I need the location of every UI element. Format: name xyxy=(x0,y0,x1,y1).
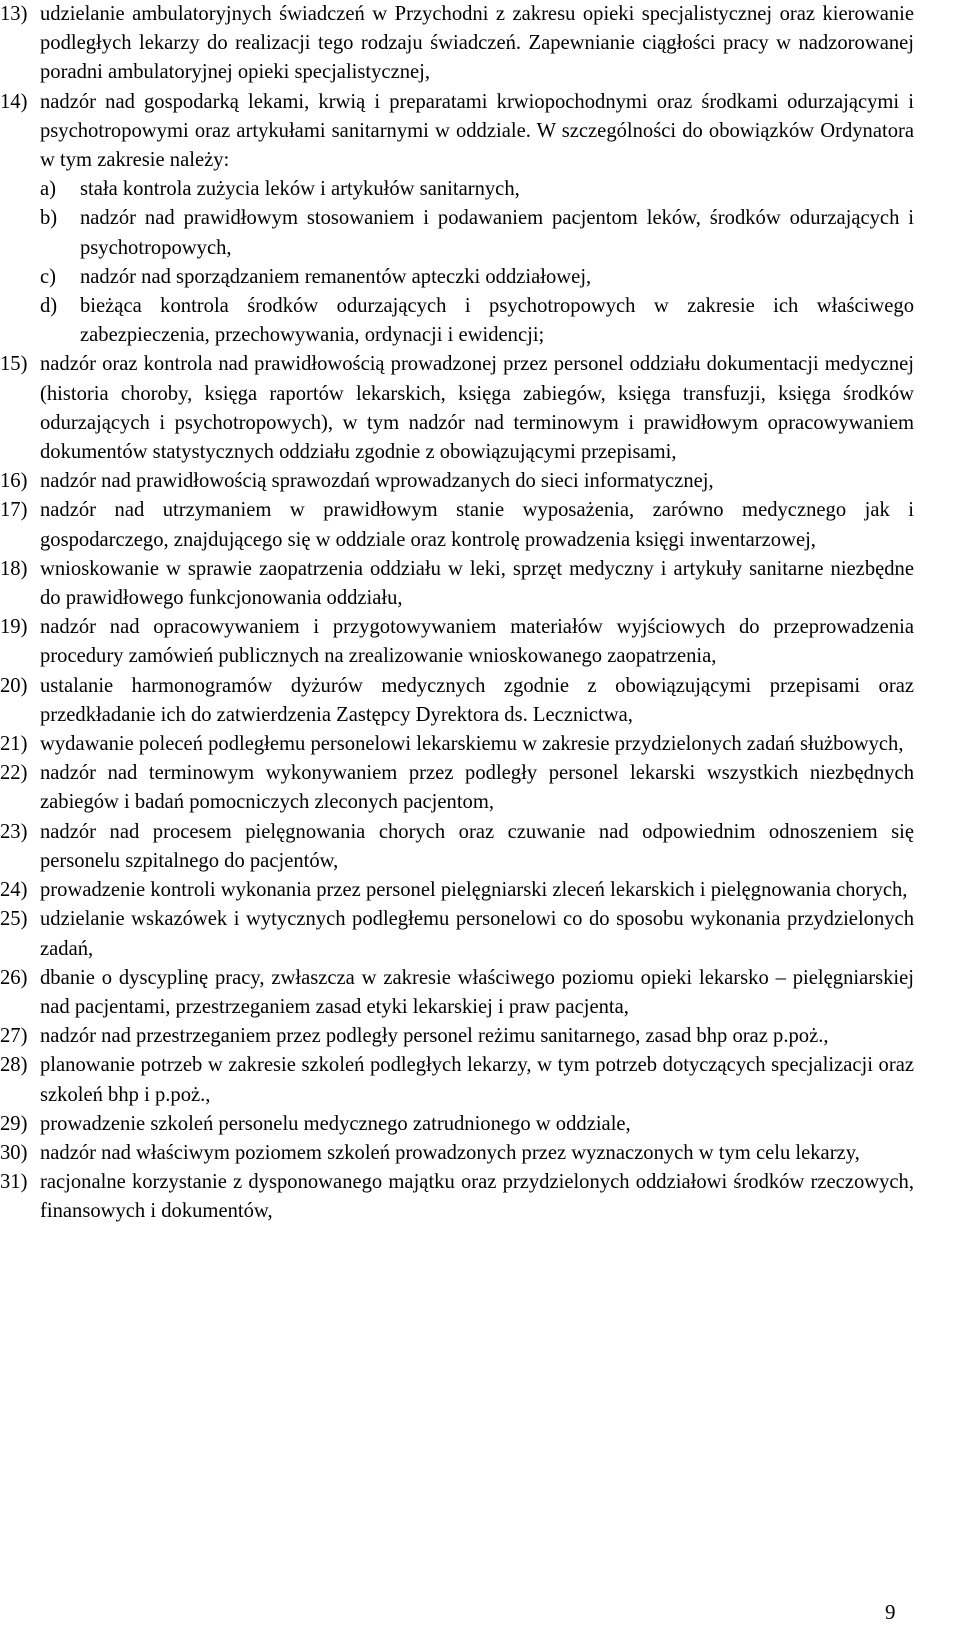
list-item-number: 22) xyxy=(0,762,28,785)
list-item xyxy=(0,759,914,817)
list-item-number: 30) xyxy=(0,1141,28,1164)
list-item-number: a) xyxy=(40,178,56,201)
list-item-number: d) xyxy=(40,295,58,318)
list-item-number: 13) xyxy=(0,3,28,25)
list-item-number: 31) xyxy=(0,1171,28,1194)
list-item-text: prowadzenie szkoleń personelu medycznego zatrudnionego w oddziale, xyxy=(40,1112,631,1135)
list-item-number: 15) xyxy=(0,353,28,376)
list-item-text: udzielanie ambulatoryjnych świadczeń w Przychodni z zakresu opieki specjalistycznej oraz kierowanie podległych lekarzy do realizacji tego rodzaju świadczeń. Zapewnianie ciągłości pracy w nadzorowanej poradni ambulatoryjnej opieki specjalistycznej, xyxy=(40,3,914,84)
list-subitem xyxy=(40,263,914,292)
list-item-text: prowadzenie kontroli wykonania przez personel pielęgniarski zleceń lekarskich i pielęgnowania chorych, xyxy=(40,879,908,902)
list-item-text: nadzór nad przestrzeganiem przez podległy personel reżimu sanitarnego, zasad bhp oraz p.poż., xyxy=(40,1025,829,1048)
list-item-number: 20) xyxy=(0,674,28,697)
list-subitem xyxy=(40,175,914,204)
list-item-text: nadzór nad utrzymaniem w prawidłowym stanie wyposażenia, zarówno medycznego jak i gospodarczego, znajdującego się w oddziale oraz kontrolę prowadzenia księgi inwentarzowej, xyxy=(40,499,914,551)
list-item-text: nadzór nad procesem pielęgnowania chorych oraz czuwanie nad odpowiednim odnoszeniem się personelu szpitalnego do pacjentów, xyxy=(40,820,914,872)
page-number: 9 xyxy=(885,1600,896,1624)
list-item-text: wnioskowanie w sprawie zaopatrzenia oddziału w leki, sprzęt medyczny i artykuły sanitarne niezbędne do prawidłowego funkcjonowania oddziału, xyxy=(40,557,914,610)
list-item xyxy=(0,672,914,730)
list-subitem xyxy=(40,292,914,350)
list-item xyxy=(0,1168,914,1226)
list-item-number: 18) xyxy=(0,557,28,580)
list-item-text: ustalanie harmonogramów dyżurów medycznych zgodnie z obowiązującymi przepisami oraz przedkładanie ich do zatwierdzenia Zastępcy Dyrektora ds. Lecznictwa, xyxy=(40,674,914,726)
list-item-number: 29) xyxy=(0,1112,28,1135)
list-item-text: nadzór nad prawidłowym stosowaniem i podawaniem pacjentom leków, środków odurzających i psychotropowych, xyxy=(80,207,914,259)
list-item-number: 24) xyxy=(0,879,28,902)
list-item xyxy=(0,467,914,496)
list-item-number: 26) xyxy=(0,966,28,989)
list-item-text: udzielanie wskazówek i wytycznych podległemu personelowi co do sposobu wykonania przydzielonych zadań, xyxy=(40,908,914,960)
list-item-text: nadzór nad terminowym wykonywaniem przez podległy personel lekarski wszystkich niezbędnych zabiegów i badań pomocniczych zleconych pacjentom, xyxy=(40,762,914,814)
list-item xyxy=(0,1022,914,1051)
list-item-number: 14) xyxy=(0,90,28,113)
list-item-number: 17) xyxy=(0,499,28,522)
list-item-text: racjonalne korzystanie z dysponowanego majątku oraz przydzielonych oddziałowi środków rzeczowych, finansowych i dokumentów, xyxy=(40,1171,914,1223)
list-item-text: bieżąca kontrola środków odurzających i psychotropowych w zakresie ich właściwego zabezpieczenia, przechowywania, ordynacji i ewidencji; xyxy=(80,295,914,347)
list-item-text: nadzór nad właściwym poziomem szkoleń prowadzonych przez wyznaczonych w tym celu lekarzy, xyxy=(40,1141,860,1164)
list-item-number: 28) xyxy=(0,1054,28,1077)
list-item-number: b) xyxy=(40,207,58,230)
list-item xyxy=(0,350,914,467)
list-item-text: dbanie o dyscyplinę pracy, zwłaszcza w zakresie właściwego poziomu opieki lekarsko – pielęgniarskiej nad pacjentami, przestrzeganiem zasad etyki lekarskiej i praw pacjenta, xyxy=(40,966,914,1018)
list-item-number: 21) xyxy=(0,733,28,756)
list-item-text: wydawanie poleceń podległemu personelowi lekarskiemu w zakresie przydzielonych zadań służbowych, xyxy=(40,733,904,756)
list-item xyxy=(0,496,914,554)
list-item xyxy=(0,818,914,876)
list-item xyxy=(0,88,914,176)
list-item xyxy=(0,613,914,671)
list-item-number: 25) xyxy=(0,908,28,931)
list-item xyxy=(0,730,914,759)
list-item-number: 19) xyxy=(0,616,28,639)
list-item-number: 27) xyxy=(0,1025,28,1048)
list-item-text: nadzór nad gospodarką lekami, krwią i preparatami krwiopochodnymi oraz środkami odurzającymi i psychotropowymi oraz artykułami sanitarnymi w oddziale. W szczególności do obowiązków Ordynatora w tym zakresie należy: xyxy=(40,90,914,172)
list-item xyxy=(0,876,914,905)
list-item-text: nadzór oraz kontrola nad prawidłowością prowadzonej przez personel oddziału dokumentacji medycznej (historia choroby, księga raportów lekarskich, księga zabiegów, księga transfuzji, księga środków odurzających i psychotropowych), w tym nadzór nad terminowym i prawidłowym opracowywaniem dokumentów statystycznych oddziału zgodnie z obowiązującymi przepisami, xyxy=(40,353,914,464)
list-item-number: c) xyxy=(40,265,56,288)
list-item-text: nadzór nad opracowywaniem i przygotowywaniem materiałów wyjściowych do przeprowadzenia procedury zamówień publicznych na zrealizowanie wnioskowanego zaopatrzenia, xyxy=(40,616,914,668)
list-item xyxy=(0,1110,914,1139)
list-item xyxy=(0,905,914,963)
list-item xyxy=(0,555,914,613)
list-item-number: 23) xyxy=(0,820,28,843)
list-item-text: stała kontrola zużycia leków i artykułów sanitarnych, xyxy=(80,178,520,201)
list-item xyxy=(0,964,914,1022)
list-item-text: nadzór nad prawidłowością sprawozdań wprowadzanych do sieci informatycznej, xyxy=(40,470,714,493)
list-item-text: nadzór nad sporządzaniem remanentów apteczki oddziałowej, xyxy=(80,265,592,288)
list-item-number: 16) xyxy=(0,470,28,493)
list-item xyxy=(0,1051,914,1109)
list-item-text: planowanie potrzeb w zakresie szkoleń podległych lekarzy, w tym potrzeb dotyczących specjalizacji oraz szkoleń bhp i p.poż., xyxy=(40,1054,914,1106)
list-subitem xyxy=(40,204,914,262)
list-item xyxy=(0,0,914,88)
list-item xyxy=(0,1139,914,1168)
